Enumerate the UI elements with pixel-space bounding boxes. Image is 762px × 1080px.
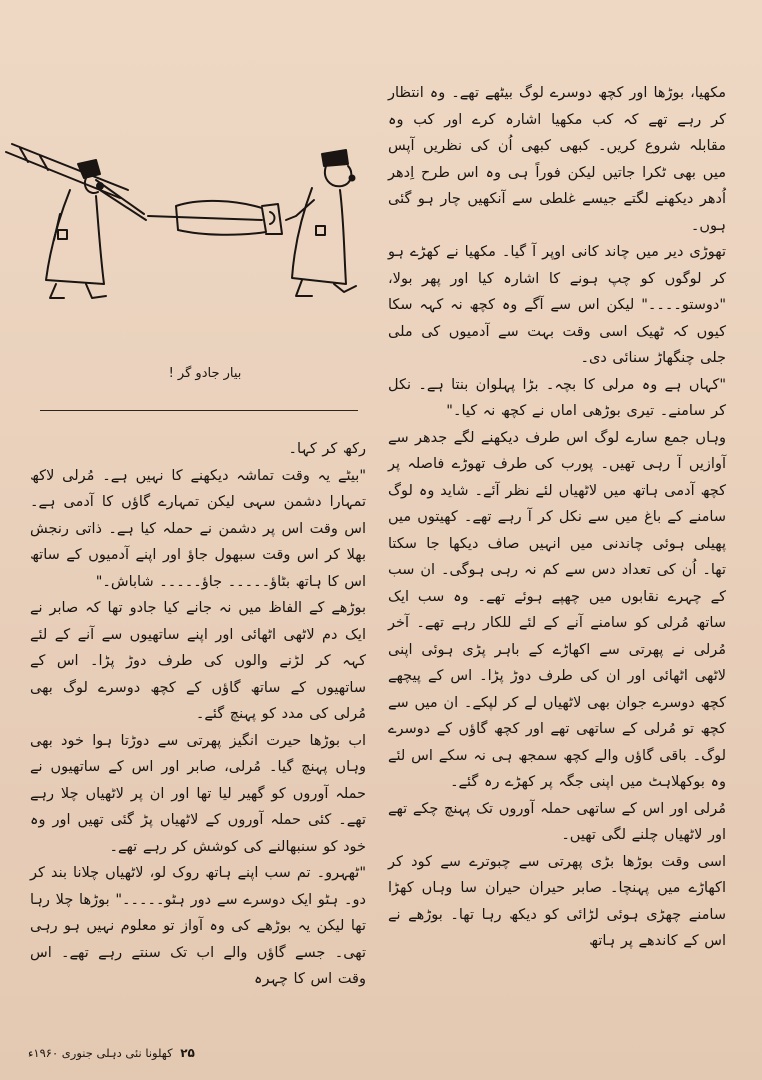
paragraph: اب بوڑھا حیرت انگیز پھرتی سے دوڑتا ہوا خود بھی وہاں پہنچ گیا۔ مُرلی، صابر اور اس کے ساتھیوں نے حملہ آوروں کو گھیر لیا تھا اور ان پر لاٹھیاں چلا رہے تھے۔ کئی حملہ آوروں کے لاٹھیاں پڑ گئی تھیں اور وہ خود کو سنبھالنے کی کوشش کر رہے تھے۔: [30, 732, 366, 855]
magazine-issue-label: کھلونا نئی دہلی جنوری ۱۹۶۰ء: [28, 1046, 173, 1060]
left-text-column: [30, 436, 366, 993]
page-number: ۲۵: [180, 1046, 195, 1060]
right-text-column: [388, 80, 726, 955]
paragraph: وہاں جمع سارے لوگ اس طرف دیکھنے لگے جدھر سے آوازیں آ رہی تھیں۔ پورب کی طرف تھوڑے فاصلہ پر کچھ آدمی ہاتھ میں لاٹھیاں لئے نظر آئے۔ شاید وہ لوگ سامنے کے باغ میں سے نکل کر آ رہے تھے۔ کھیتوں میں پھیلی ہوئی چاندنی میں انہیں صاف دیکھا جا سکتا تھا۔ اُن کی تعداد دس سے کم نہ رہی ہوگی۔ ان سب کے چہرے نقابوں میں چھپے ہوئے تھے۔ وہ سب ایک ساتھ مُرلی کو سامنے آنے کے لئے للکار رہے تھے۔ آخر مُرلی نے پھرتی سے اکھاڑے کے باہر پڑی ہوئی اپنی لاٹھی اٹھائی اور ان کی طرف دوڑ پڑا۔ اس کے پیچھے کچھ دوسرے جوان بھی لاٹھیاں لے کر لپکے۔ ان میں سے کچھ تو مُرلی کے ساتھی تھے اور کچھ گاؤں کے دوسرے لوگ۔ باقی گاؤں والے کچھ سمجھ ہی نہ سکے اس لئے وہ بوکھلاہٹ میں اپنی جگہ پر کھڑے رہ گئے۔: [388, 429, 726, 790]
paragraph: "ٹھہرو۔ تم سب اپنے ہاتھ روک لو، لاٹھیاں چلانا بند کر دو۔ ہٹو ایک دوسرے سے دور ہٹو۔۔۔۔۔" بوڑھا چلا رہا تھا لیکن یہ بوڑھے کی وہ آواز تو معلوم نہیں ہو رہی تھی۔ جسے گاؤں والے اب تک سنتے رہے تھے۔ اس وقت اس کا چہرہ: [30, 865, 366, 987]
walking-man-icon: [286, 150, 356, 296]
column-divider-rule: [40, 410, 358, 411]
illustration-caption: بیار جادو گر !: [168, 366, 242, 381]
paragraph: "بیٹے یہ وقت تماشہ دیکھنے کا نہیں ہے۔ مُرلی لاکھ تمہارا دشمن سہی لیکن تمہارے گاؤں کا آدمی ہے۔ اس وقت اس پر دشمن نے حملہ کیا ہے۔ ذاتی رنجش بھلا کر اس وقت سبھول جاؤ اور اپنے آدمیوں کے ساتھ اس کا ہاتھ بٹاؤ۔۔۔۔۔ جاؤ۔۔۔۔۔ شاباش۔": [30, 467, 366, 590]
page-footer: [28, 1046, 228, 1060]
paragraph: "کہاں ہے وہ مرلی کا بچہ۔ بڑا پہلوان بنتا ہے۔ نکل کر سامنے۔ تیری بوڑھی اماں نے کچھ نہ کیا۔": [388, 376, 726, 419]
paragraph: تھوڑی دیر میں چاند کانی اوپر آ گیا۔ مکھیا نے کھڑے ہو کر لوگوں کو چپ ہونے کا اشارہ کیا اور پھر بولا، "دوستو۔۔۔۔" لیکن اس سے آگے وہ کچھ نہ کہہ سکا کیوں کہ ٹھیک اسی وقت بہت سے آدمیوں کی ملی جلی چنگھاڑ سنائی دی۔: [388, 244, 726, 366]
cartoon-illustration: [0, 140, 390, 315]
paragraph: بوڑھے کے الفاظ میں نہ جانے کیا جادو تھا کہ صابر نے ایک دم لاٹھی اٹھائی اور اپنے ساتھیوں سے آنے کے لئے کہہ کر لڑنے والوں کی طرف دوڑ پڑا۔ اس کے ساتھیوں کے ساتھ گاؤں کے کچھ دوسرے لوگ بھی مُرلی کی مدد کو پہنچ گئے۔: [30, 600, 366, 722]
paragraph: اسی وقت بوڑھا بڑی پھرتی سے چبوترے سے کود کر اکھاڑے میں پہنچا۔ صابر حیران حیران سا وہاں کھڑا سامنے چھڑی ہوئی لڑائی کو دیکھ رہا تھا۔ بوڑھے نے اس کے کاندھے پر ہاتھ: [388, 853, 726, 949]
paragraph: مکھیا، بوڑھا اور کچھ دوسرے لوگ بیٹھے تھے۔ وہ انتظار کر رہے تھے کہ کب مکھیا اشارہ کرے اور کب وہ مقابلہ شروع کریں۔ کبھی کبھی اُن کی نظریں آپس میں بھی ٹکرا جاتیں لیکن فوراً ہی وہ اس طرح اِدھر اُدھر دیکھنے لگتے جیسے غلطی سے آنکھیں چار ہو گئی ہوں۔: [388, 85, 726, 234]
paragraph: رکھ کر کہا۔: [288, 441, 366, 457]
carried-poles-icon: [6, 144, 146, 220]
dragged-sack-icon: [148, 201, 282, 235]
paragraph: مُرلی اور اس کے ساتھی حملہ آوروں تک پہنچ چکے تھے اور لاٹھیاں چلنے لگی تھیں۔: [388, 800, 726, 843]
